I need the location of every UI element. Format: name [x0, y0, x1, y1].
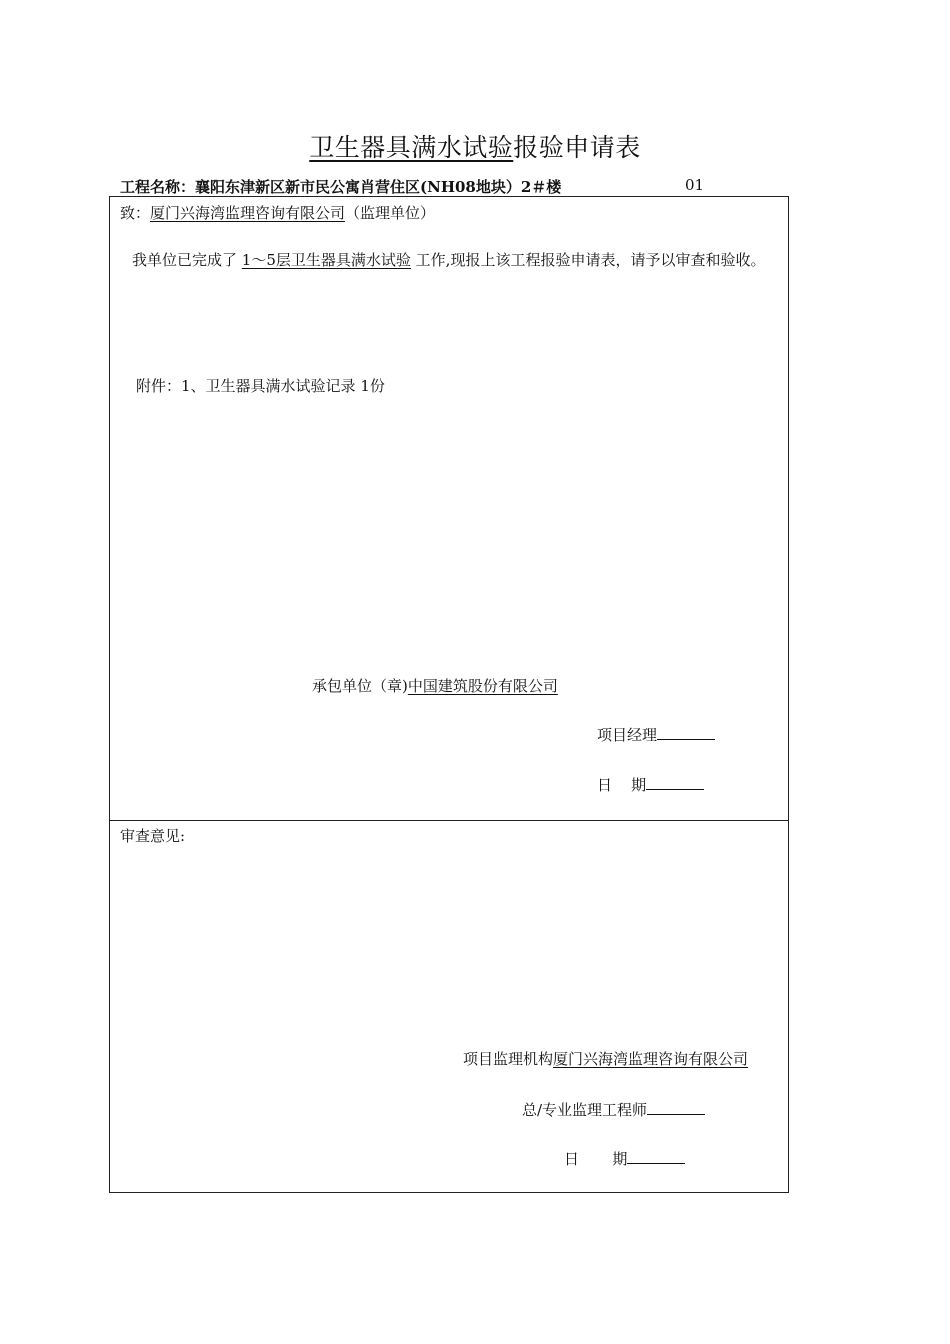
project-manager-label: 项目经理: [597, 726, 658, 744]
addressee-label: 致：: [120, 204, 151, 222]
contractor-date-blank: [646, 775, 704, 790]
project-name-line: [120, 176, 561, 197]
body-work-item: 1～5层卫生器具满水试验: [241, 251, 411, 269]
contractor-name: 中国建筑股份有限公司: [407, 677, 558, 695]
contractor-label: 承包单位（章): [312, 677, 408, 695]
body-prefix: 我单位已完成了: [132, 251, 238, 269]
section-divider: [110, 820, 788, 821]
supervising-engineer-label: 总/专业监理工程师: [522, 1101, 648, 1119]
addressee-company: 厦门兴海湾监理咨询有限公司: [150, 204, 346, 222]
project-label: 工程名称：: [120, 178, 196, 196]
form-table: [109, 196, 789, 1193]
project-manager-signature-blank: [657, 725, 715, 740]
application-body: [120, 247, 785, 273]
document-title: [0, 128, 950, 164]
project-name: 襄阳东津新区新市民公寓肖营住区(NH08地块）2＃楼: [195, 178, 562, 196]
contractor-line: [312, 675, 558, 696]
supervision-org-name: 厦门兴海湾监理咨询有限公司: [553, 1050, 749, 1068]
supervision-org-label: 项目监理机构: [463, 1050, 554, 1068]
supervision-org-line: [463, 1048, 748, 1069]
supervision-date-line: [564, 1148, 685, 1169]
supervision-date-label: 日 期: [564, 1150, 628, 1168]
title-rest: 报验申请表: [513, 133, 641, 162]
contractor-date-label: 日 期: [597, 776, 647, 794]
attachment-line: 附件：1、卫生器具满水试验记录 1份: [136, 377, 385, 395]
addressee-line: [120, 202, 435, 223]
supervision-date-blank: [627, 1149, 685, 1164]
project-manager-line: [597, 724, 715, 745]
addressee-role: （监理单位）: [345, 204, 436, 222]
contractor-date-line: [597, 774, 704, 795]
title-underlined: 卫生器具满水试验: [309, 133, 514, 162]
supervising-engineer-signature-blank: [647, 1100, 705, 1115]
serial-number: 01: [685, 176, 705, 194]
review-opinion-label: 审查意见:: [120, 827, 186, 845]
supervising-engineer-line: [522, 1099, 705, 1120]
body-suffix: 工作,现报上该工程报验申请表，请予以审查和验收。: [415, 251, 766, 269]
